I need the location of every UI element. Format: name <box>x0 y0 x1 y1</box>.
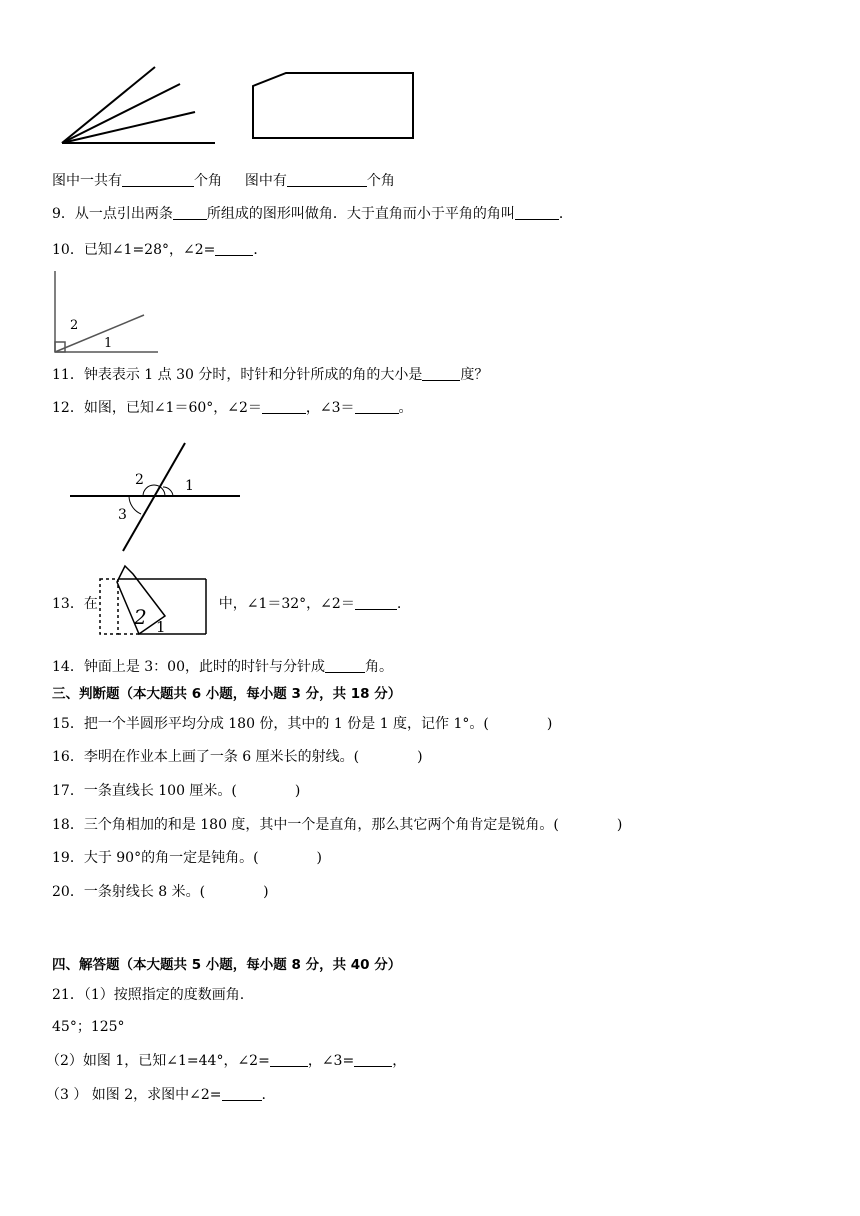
pentagon-figure <box>248 68 420 144</box>
q13-angle-1-label: 1 <box>156 618 166 636</box>
q12-angle-3-label: 3 <box>118 507 127 523</box>
q12-blank-1[interactable] <box>262 399 306 414</box>
q14-blank[interactable] <box>325 658 365 673</box>
right-angle-figure <box>50 268 162 358</box>
question-21-angles: 45°；125° <box>52 1019 125 1035</box>
question-14: 14．钟面上是 3：00，此时的时针与分针成 角。 <box>52 659 393 675</box>
question-9: 9．从一点引出两条 所组成的图形叫做角．大于直角而小于平角的角叫 ． <box>52 206 573 222</box>
section-4-heading: 四、解答题（本大题共 5 小题，每小题 8 分，共 40 分） <box>52 957 402 973</box>
question-10: 10．已知∠1=28°，∠2= ． <box>52 242 268 258</box>
question-21-part-3: （3 ） 如图 2，求图中∠2= . <box>46 1087 266 1103</box>
q21-blank-angle2[interactable] <box>270 1052 308 1067</box>
question-11: 11．钟表表示 1 点 30 分时，时针和分针所成的角的大小是 度？ <box>52 367 489 383</box>
intersecting-lines-figure <box>68 440 244 554</box>
section-3-heading: 三、判断题（本大题共 6 小题，每小题 3 分，共 18 分） <box>52 686 402 702</box>
question-21-part-1: 21．（1）按照指定的度数画角. <box>52 987 245 1003</box>
q12-blank-2[interactable] <box>355 399 399 414</box>
question-18: 18．三个角相加的和是 180 度，其中一个是直角，那么其它两个角肯定是锐角。( ) <box>52 817 623 833</box>
q12-angle-1-label: 1 <box>185 478 194 494</box>
question-17: 17．一条直线长 100 厘米。( ) <box>52 783 301 799</box>
q10-angle-2-label: 2 <box>70 318 79 333</box>
q9-blank-1[interactable] <box>173 205 207 220</box>
question-20: 20．一条射线长 8 米。( ) <box>52 884 269 900</box>
q12-angle-2-label: 2 <box>135 472 144 488</box>
q21-blank-part3[interactable] <box>222 1086 262 1101</box>
q13-angle-2-label: 2 <box>134 605 147 629</box>
q8-right-blank[interactable] <box>287 172 367 187</box>
question-13: 13．在 中，∠1＝32°，∠2＝ . <box>52 596 402 612</box>
q8-caption: 图中一共有 个角 图中有 个角 <box>52 173 395 189</box>
question-16: 16．李明在作业本上画了一条 6 厘米长的射线。( ) <box>52 749 423 765</box>
folded-paper-figure <box>96 562 212 638</box>
q9-blank-2[interactable] <box>515 205 559 220</box>
q10-angle-1-label: 1 <box>104 336 113 351</box>
q8-left-blank[interactable] <box>122 172 194 187</box>
q10-blank[interactable] <box>215 241 253 256</box>
question-19: 19．大于 90°的角一定是钝角。( ) <box>52 850 323 866</box>
q21-blank-angle3[interactable] <box>354 1052 392 1067</box>
rays-figure <box>55 60 220 150</box>
q11-blank[interactable] <box>422 366 460 381</box>
question-21-part-2: （2）如图 1，已知∠1=44°，∠2= ，∠3= ， <box>46 1053 407 1069</box>
question-12: 12．如图，已知∠1＝60°，∠2＝ ，∠3＝ 。 <box>52 400 413 416</box>
q13-blank[interactable] <box>355 595 397 610</box>
question-15: 15．把一个半圆形平均分成 180 份，其中的 1 份是 1 度，记作 1°。( ) <box>52 716 553 732</box>
